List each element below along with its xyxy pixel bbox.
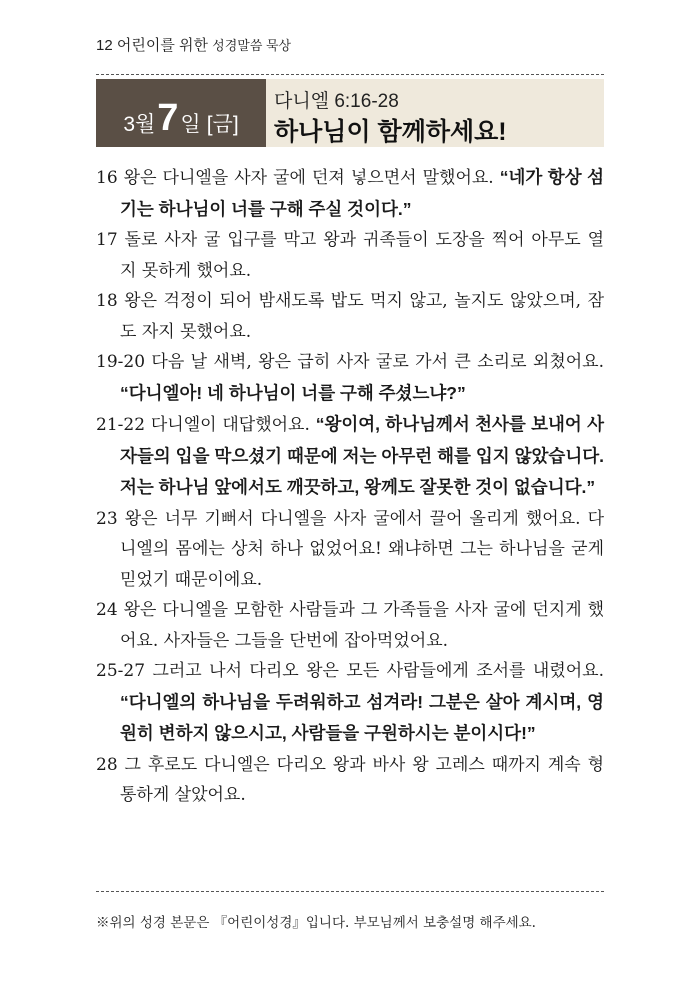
verse-24 xyxy=(96,595,604,656)
book-subtitle: 성경말씀 묵상 xyxy=(212,38,292,53)
verse-number: 16 xyxy=(96,168,118,188)
verse-16 xyxy=(96,162,604,225)
verse-number: 23 xyxy=(96,508,118,529)
verse-text: 왕은 다니엘을 사자 굴에 던져 넣으면서 말했어요. xyxy=(123,168,494,188)
verse-number: 24 xyxy=(96,600,118,620)
verse-list xyxy=(96,162,604,811)
verse-quote: “다니엘아! 네 하나님이 너를 구해 주셨느냐?” xyxy=(120,382,466,403)
verse-number: 25-27 xyxy=(96,661,146,681)
verse-19-20 xyxy=(96,347,604,409)
date-month: 3월 xyxy=(123,113,156,136)
verse-text: 돌로 사자 굴 입구를 막고 왕과 귀족들이 도장을 찍어 아무도 열지 못하게 했어요. xyxy=(120,230,605,281)
verse-number: 17 xyxy=(96,230,118,250)
verse-quote: “다니엘의 하나님을 두려워하고 섬겨라! 그분은 살아 계시며, 영원히 변하지 않으시고, 사람들을 구원하시는 분이시다!” xyxy=(120,691,604,743)
page-title: 하나님이 함께하세요! xyxy=(274,118,507,146)
date-weekday: [금] xyxy=(206,113,239,136)
verse-17 xyxy=(96,225,604,286)
date-banner xyxy=(96,79,604,147)
scripture-reference: 다니엘 6:16-28 xyxy=(274,91,399,112)
verse-number: 19-20 xyxy=(96,352,146,372)
verse-21-22 xyxy=(96,409,604,504)
verse-text: 그 후로도 다니엘은 다리오 왕과 바사 왕 고레스 때까지 계속 형통하게 살았어요. xyxy=(120,754,605,805)
verse-quote: “왕이여, 하나님께서 천사를 보내어 사자들의 입을 막으셨기 때문에 저는 아무런 해를 입지 않았습니다. 저는 하나님 앞에서도 깨끗하고, 왕께도 잘못한 것이 없습니다.” xyxy=(120,414,605,497)
verse-text: 왕은 걱정이 되어 밤새도록 밥도 먹지 않고, 놀지도 않았으며, 잠도 자지 못했어요. xyxy=(120,291,604,342)
date-day: 7 xyxy=(157,96,179,139)
verse-number: 18 xyxy=(96,291,118,311)
verse-text: 왕은 너무 기뻐서 다니엘을 사자 굴에서 끌어 올리게 했어요. 다니엘의 몸에는 상처 하나 없었어요! 왜냐하면 그는 하나님을 굳게 믿었기 때문이에요. xyxy=(120,508,604,590)
title-box xyxy=(266,79,604,147)
bottom-divider xyxy=(96,891,604,892)
verse-text: 다음 날 새벽, 왕은 급히 사자 굴로 가서 큰 소리로 외쳤어요. xyxy=(151,352,604,372)
verse-quote: “네가 항상 섬기는 하나님이 너를 구해 주실 것이다.” xyxy=(120,167,604,219)
verse-text: 그러고 나서 다리오 왕은 모든 사람들에게 조서를 내렸어요. xyxy=(152,661,605,681)
verse-25-27 xyxy=(96,656,604,750)
running-head xyxy=(96,34,291,55)
page-number: 12 xyxy=(96,37,113,54)
date-box xyxy=(96,79,266,147)
top-divider xyxy=(96,74,604,75)
verse-number: 28 xyxy=(96,754,118,775)
verse-number: 21-22 xyxy=(96,415,146,435)
footnote: ※위의 성경 본문은 『어린이성경』입니다. 부모님께서 보충설명 해주세요. xyxy=(96,915,536,931)
book-title: 어린이를 위한 xyxy=(116,37,208,54)
verse-18 xyxy=(96,286,604,347)
verse-text: 왕은 다니엘을 모함한 사람들과 그 가족들을 사자 굴에 던지게 했어요. 사자들은 그들을 단번에 잡아먹었어요. xyxy=(120,600,605,651)
verse-text: 다니엘이 대답했어요. xyxy=(150,415,310,435)
date-day-suffix: 일 xyxy=(180,113,201,136)
verse-28 xyxy=(96,750,604,811)
verse-23 xyxy=(96,504,604,596)
